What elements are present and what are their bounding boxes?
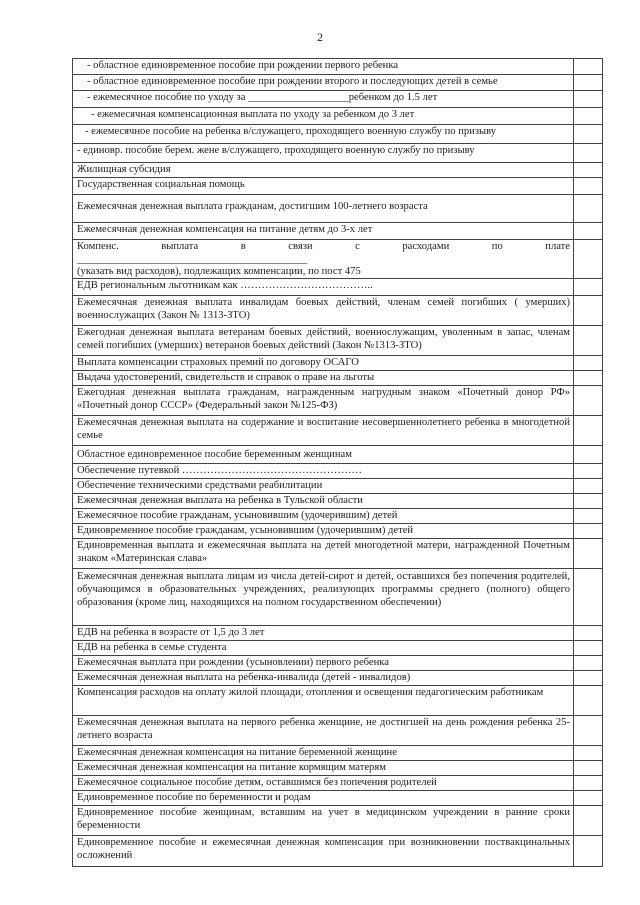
benefit-name: Ежемесячная денежная выплата на ребенка в Тульской области — [73, 494, 574, 508]
empty-cell — [574, 494, 603, 508]
table-row — [73, 326, 603, 356]
table-row — [73, 464, 603, 479]
benefit-name: Выдача удостоверений, свидетельств и справок о праве на льготы — [73, 371, 574, 385]
benefit-name: Ежемесячная денежная компенсация на питание беременной женщине — [73, 746, 574, 760]
empty-cell — [574, 776, 603, 790]
table-row — [73, 223, 603, 240]
benefit-name: ЕДВ на ребенка в возрасте от 1,5 до 3 лет — [73, 626, 574, 640]
benefit-name: Единовременная выплата и ежемесячная выплата на детей многодетной матери, награжденной Почетным знаком «Материнская слава» — [73, 539, 574, 568]
table-row — [73, 178, 603, 195]
benefit-name: - единовр. пособие берем. жене в/служащего, проходящего военную службу по призыву — [73, 144, 574, 162]
benefit-name: Ежегодная денежная выплата ветеранам боевых действий, военнослужащим, уволенным в запас, членам семей погибших (умерших) ветеранов боевых действий (Закон №1313-ЗТО) — [73, 326, 574, 355]
benefit-name: Ежемесячная денежная выплата на содержание и воспитание несовершеннолетнего ребенка в многодетной семье — [73, 416, 574, 445]
benefit-name: ЕДВ на ребенка в семье студента — [73, 641, 574, 655]
benefit-name: Ежемесячное пособие гражданам, усыновившим (удочерившим) детей — [73, 509, 574, 523]
empty-cell — [574, 671, 603, 685]
empty-cell — [574, 479, 603, 493]
table-row — [73, 656, 603, 671]
table-row — [73, 240, 603, 279]
table-row — [73, 91, 603, 108]
table-row — [73, 686, 603, 716]
table-row — [73, 279, 603, 296]
benefit-name: Компенсация расходов на оплату жилой площади, отопления и освещения педагогическим работникам — [73, 686, 574, 715]
empty-cell — [574, 761, 603, 775]
empty-cell — [574, 178, 603, 194]
table-row — [73, 296, 603, 326]
table-row — [73, 626, 603, 641]
empty-cell — [574, 656, 603, 670]
empty-cell — [574, 641, 603, 655]
benefit-name: Областное единовременное пособие беременным женщинам — [73, 446, 574, 463]
table-row — [73, 746, 603, 761]
empty-cell — [574, 195, 603, 222]
table-row — [73, 776, 603, 791]
empty-cell — [574, 716, 603, 745]
empty-cell — [574, 806, 603, 835]
benefit-name: Государственная социальная помощь — [73, 178, 574, 194]
empty-cell — [574, 539, 603, 568]
empty-cell — [574, 569, 603, 625]
blank-line: ______________________________________________ — [77, 253, 307, 265]
empty-cell — [574, 279, 603, 295]
table-row — [73, 806, 603, 836]
benefit-name: Единовременное пособие гражданам, усыновившим (удочерившим) детей — [73, 524, 574, 538]
empty-cell — [574, 144, 603, 162]
empty-cell — [574, 416, 603, 445]
benefit-name: - областное единовременное пособие при рождении второго и последующих детей в семье — [73, 75, 574, 90]
table-row — [73, 371, 603, 386]
page-number: 2 — [317, 30, 323, 44]
benefit-name: Обеспечение техническими средствами реабилитации — [73, 479, 574, 493]
empty-cell — [574, 296, 603, 325]
table-row — [73, 539, 603, 569]
empty-cell — [574, 91, 603, 107]
benefit-name: Ежемесячная денежная компенсация на питание кормящим матерям — [73, 761, 574, 775]
table-row — [73, 195, 603, 223]
empty-cell — [574, 108, 603, 124]
empty-cell — [574, 509, 603, 523]
table-row — [73, 59, 603, 75]
table-row — [73, 671, 603, 686]
benefit-name: Ежемесячная денежная выплата инвалидам боевых действий, членам семей погибших ( умерших) военнослужащих (Закон № 1313-ЗТО) — [73, 296, 574, 325]
table-row — [73, 125, 603, 144]
empty-cell — [574, 125, 603, 143]
benefit-name: - ежемесячное пособие на ребенка в/служащего, проходящего военную службу по призыву — [73, 125, 574, 143]
empty-cell — [574, 836, 603, 866]
table-row — [73, 479, 603, 494]
empty-cell — [574, 746, 603, 760]
table-row — [73, 569, 603, 626]
benefit-name: Ежемесячная выплата при рождении (усыновлении) первого ребенка — [73, 656, 574, 670]
empty-cell — [574, 59, 603, 74]
benefit-name: Единовременное пособие по беременности и родам — [73, 791, 574, 805]
benefit-name: ЕДВ региональным льготникам как ……………………………….. — [73, 279, 574, 295]
table-row — [73, 144, 603, 163]
empty-cell — [574, 386, 603, 415]
empty-cell — [574, 626, 603, 640]
empty-cell — [574, 356, 603, 370]
benefit-name: - ежемесячное пособие по уходу за ___________________ребенком до 1.5 лет — [73, 91, 574, 107]
benefit-name: Ежегодная денежная выплата гражданам, награжденным нагрудным знаком «Почетный донор РФ» «Почетный донор СССР» (Федеральный закон №125-ФЗ) — [73, 386, 574, 415]
empty-cell — [574, 791, 603, 805]
benefit-name: Единовременное пособие и ежемесячная денежная компенсация при возникновении поствакцинальных осложнений — [73, 836, 574, 866]
benefit-name: Ежемесячная денежная выплата на первого ребенка женщине, не достигшей на день рождения ребенка 25-летнего возраста — [73, 716, 574, 745]
table-row — [73, 108, 603, 125]
empty-cell — [574, 75, 603, 90]
benefit-name: Ежемесячная денежная выплата лицам из числа детей-сирот и детей, оставшихся без попечения родителей, обучающимся в образовательных учреждениях, реализующих программы среднего (полного) общего образования (кроме лиц, находящихся на полном государственном обеспечении) — [73, 569, 574, 625]
table-row — [73, 416, 603, 446]
table-row — [73, 761, 603, 776]
benefit-name: Единовременное пособие женщинам, вставшим на учет в медицинском учреждении в ранние сроки беременности — [73, 806, 574, 835]
empty-cell — [574, 240, 603, 278]
benefit-name: Обеспечение путевкой …………………………………………… — [73, 464, 574, 478]
table-row — [73, 509, 603, 524]
benefit-name: Ежемесячное социальное пособие детям, оставшимся без попечения родителей — [73, 776, 574, 790]
empty-cell — [574, 326, 603, 355]
benefit-name: Ежемесячная денежная выплата на ребенка-инвалида (детей - инвалидов) — [73, 671, 574, 685]
benefit-name-line: (указать вид расходов), подлежащих компенсации, по пост 475 — [77, 266, 361, 278]
table-row — [73, 641, 603, 656]
empty-cell — [574, 371, 603, 385]
empty-cell — [574, 446, 603, 463]
benefits-table — [72, 58, 603, 867]
table-row — [73, 163, 603, 178]
table-row — [73, 716, 603, 746]
table-row — [73, 836, 603, 867]
empty-cell — [574, 223, 603, 239]
empty-cell — [574, 163, 603, 177]
table-row — [73, 791, 603, 806]
table-row — [73, 356, 603, 371]
benefit-name: Ежемесячная денежная выплата гражданам, достигшим 100-летнего возраста — [73, 195, 574, 222]
benefit-name: Выплата компенсации страховых премий по договору ОСАГО — [73, 356, 574, 370]
table-row — [73, 494, 603, 509]
table-row — [73, 75, 603, 91]
benefit-name-line: Компенс. выплата в связи с расходами по плате — [77, 241, 570, 252]
table-row — [73, 386, 603, 416]
empty-cell — [574, 524, 603, 538]
table-row — [73, 446, 603, 464]
benefit-name: Ежемесячная денежная компенсация на питание детям до 3-х лет — [73, 223, 574, 239]
benefit-name: Жилищная субсидия — [73, 163, 574, 177]
table-row — [73, 524, 603, 539]
empty-cell — [574, 686, 603, 715]
benefit-name: - областное единовременное пособие при рождении первого ребенка — [73, 59, 574, 74]
empty-cell — [574, 464, 603, 478]
benefit-name — [73, 240, 574, 278]
benefit-name: - ежемесячная компенсационная выплата по уходу за ребенком до 3 лет — [73, 108, 574, 124]
